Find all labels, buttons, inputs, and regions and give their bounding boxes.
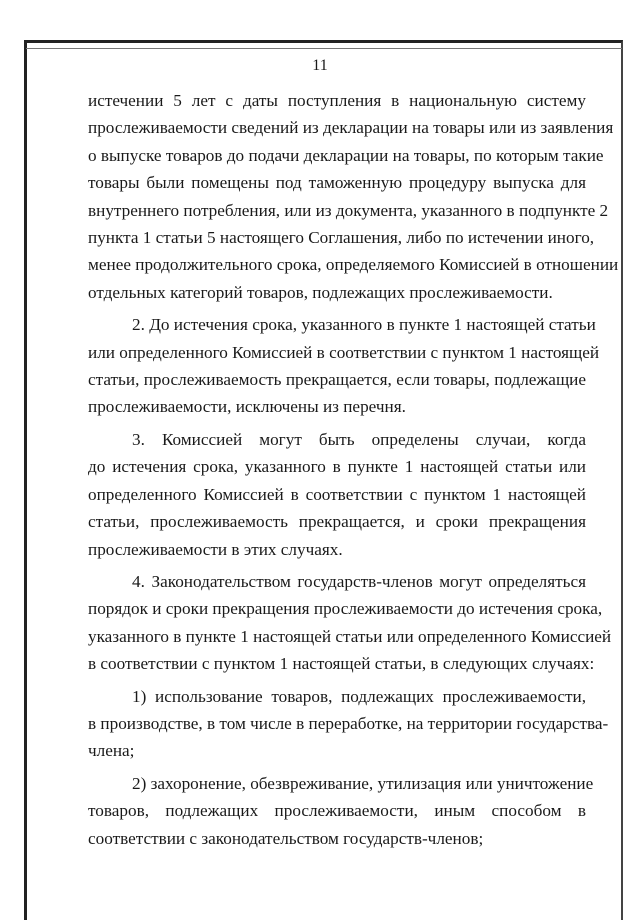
- text-line: прослеживаемости, исключены из перечня.: [88, 397, 406, 417]
- text-line: 1) использование товаров, подлежащих прослеживаемости,: [132, 686, 586, 706]
- text-line: товары были помещены под таможенную процедуру выпуска для: [88, 173, 586, 193]
- text-line: о выпуске товаров до подачи декларации на товары, по которым такие: [88, 145, 604, 165]
- text-line: 2. До истечения срока, указанного в пункте 1 настоящей статьи: [132, 315, 596, 335]
- text-line: истечении 5 лет с даты поступления в национальную систему: [88, 91, 586, 110]
- paragraph-item-4: [88, 568, 612, 678]
- text-line: отдельных категорий товаров, подлежащих прослеживаемости.: [88, 282, 553, 302]
- document-body: [88, 87, 619, 852]
- page-number: 11: [312, 57, 328, 74]
- paragraph-item-2: [88, 311, 600, 421]
- text-line: менее продолжительного срока, определяемого Комиссией в отношении: [88, 255, 619, 275]
- text-line: члена;: [88, 741, 135, 761]
- text-line: прослеживаемости в этих случаях.: [88, 539, 343, 559]
- text-line: определенного Комиссией в соответствии с пунктом 1 настоящей: [88, 484, 586, 504]
- text-line: в производстве, в том числе в переработке, на территории государства-: [88, 713, 609, 733]
- paragraph-continuation: [88, 87, 619, 306]
- text-line: пункта 1 статьи 5 настоящего Соглашения, либо по истечении иного,: [88, 228, 595, 248]
- paragraph-item-3: [88, 426, 586, 563]
- text-line: или определенного Комиссией в соответствии с пунктом 1 настоящей: [88, 342, 600, 362]
- text-line: 2) захоронение, обезвреживание, утилизация или уничтожение: [132, 773, 594, 793]
- text-line: статьи, прослеживаемость прекращается, если товары, подлежащие: [88, 370, 586, 390]
- text-line: в соответствии с пунктом 1 настоящей статьи, в следующих случаях:: [88, 654, 595, 674]
- text-line: указанного в пункте 1 настоящей статьи или определенного Комиссией: [88, 626, 612, 646]
- text-line: 4. Законодательством государств-членов могут определяться: [132, 571, 586, 591]
- text-line: прослеживаемости сведений из декларации на товары или из заявления: [88, 118, 614, 138]
- text-line: порядок и сроки прекращения прослеживаемости до истечения срока,: [88, 599, 603, 619]
- text-line: 3. Комиссией могут быть определены случаи, когда: [132, 429, 586, 449]
- text-line: внутреннего потребления, или из документа, указанного в подпункте 2: [88, 200, 609, 220]
- text-line: статьи, прослеживаемость прекращается, и сроки прекращения: [88, 512, 586, 532]
- text-line: до истечения срока, указанного в пункте 1 настоящей статьи или: [88, 457, 586, 477]
- paragraph-subitem-2: [88, 770, 594, 852]
- text-line: соответствии с законодательством государств-членов;: [88, 828, 484, 848]
- text-line: товаров, подлежащих прослеживаемости, иным способом в: [88, 801, 586, 821]
- paragraph-subitem-1: [88, 683, 609, 765]
